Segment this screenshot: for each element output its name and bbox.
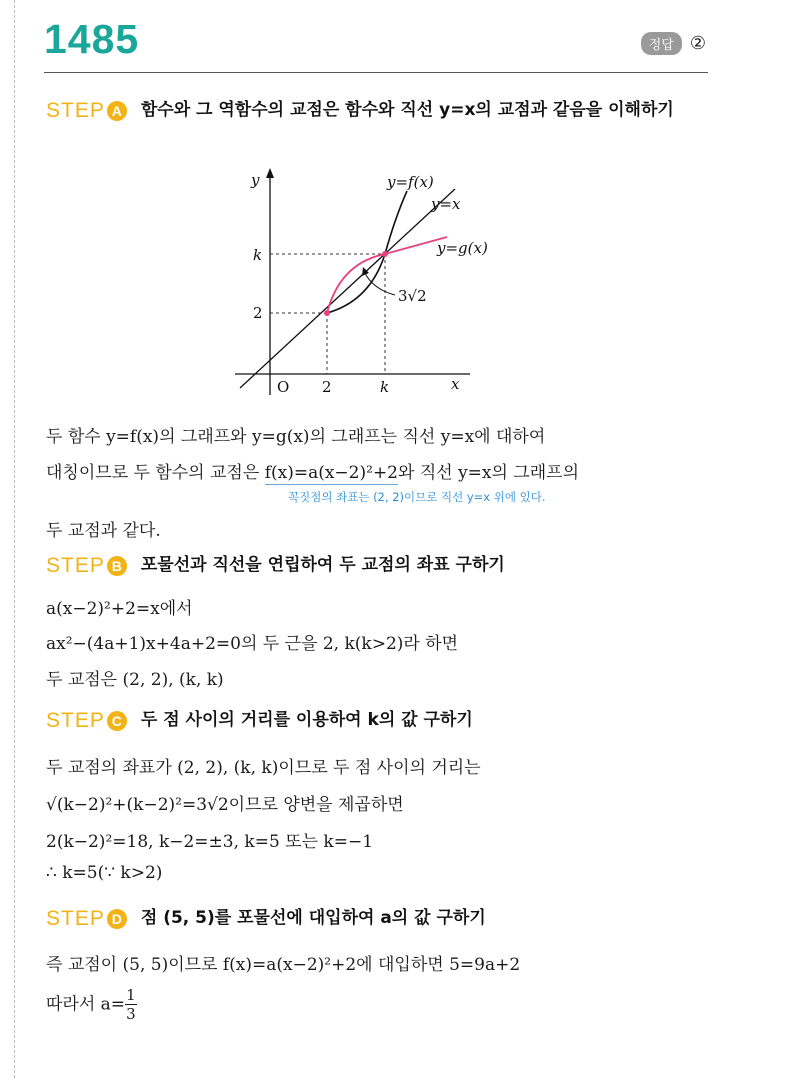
fraction-denominator: 3 <box>126 1005 136 1023</box>
axis-x-label: x <box>451 375 460 393</box>
step-a-line-1: 두 함수 y=f(x)의 그래프와 y=g(x)의 그래프는 직선 y=x에 대하여 <box>46 427 546 447</box>
y-tick-2: 2 <box>253 304 263 322</box>
step-letter-d: D <box>107 909 127 929</box>
step-a-line-2-post: 와 직선 y=x의 그래프의 <box>398 463 580 483</box>
step-label: STEP <box>46 907 105 930</box>
intersection-point-k <box>382 251 388 257</box>
step-c-line-1: 두 교점의 좌표가 (2, 2), (k, k)이므로 두 점 사이의 거리는 <box>46 758 481 778</box>
distance-label: 3√2 <box>398 287 427 305</box>
y-tick-k: k <box>253 246 263 264</box>
step-b-line-1: a(x−2)²+2=x에서 <box>46 599 193 619</box>
step-a-heading <box>46 99 681 126</box>
step-d-line-2-pre: 따라서 a= <box>46 994 126 1015</box>
step-letter-c: C <box>107 711 127 731</box>
step-b-title: 포물선과 직선을 연립하여 두 교점의 좌표 구하기 <box>140 555 505 575</box>
step-c-line-3: 2(k−2)²=18, k−2=±3, k=5 또는 k=−1 <box>46 832 374 852</box>
step-c-heading <box>46 709 473 736</box>
step-a-line-2 <box>46 458 579 483</box>
answer-value: ② <box>689 33 706 54</box>
answer-badge: 정답 <box>641 32 682 55</box>
step-b-line-2: ax²−(4a+1)x+4a+2=0의 두 근을 2, k(k>2)라 하면 <box>46 634 459 654</box>
y-axis-arrow <box>266 168 274 178</box>
step-c-line-2: √(k−2)²+(k−2)²=3√2이므로 양변을 제곱하면 <box>46 795 404 815</box>
header-rule <box>44 72 708 73</box>
label-g: y=g(x) <box>437 239 488 257</box>
answer-box <box>641 32 706 55</box>
step-letter-a: A <box>107 101 127 121</box>
origin-label: O <box>277 378 290 396</box>
step-b-heading <box>46 554 505 581</box>
intersection-point-2 <box>324 310 330 316</box>
step-d-line-1: 즉 교점이 (5, 5)이므로 f(x)=a(x−2)²+2에 대입하면 5=9a+2 <box>46 955 521 975</box>
problem-number: 1485 <box>44 16 140 62</box>
step-c-line-4: ∴ k=5(∵ k>2) <box>46 863 163 883</box>
x-tick-k: k <box>380 378 390 396</box>
step-a-line-3: 두 교점과 같다. <box>46 521 161 541</box>
step-a-line-2-pre: 대칭이므로 두 함수의 교점은 <box>46 463 265 483</box>
function-graph <box>225 163 515 398</box>
step-label: STEP <box>46 99 105 122</box>
x-tick-2: 2 <box>322 378 332 396</box>
fraction-numerator: 1 <box>126 986 136 1004</box>
label-f: y=f(x) <box>387 173 434 191</box>
step-letter-b: B <box>107 556 127 576</box>
label-line: y=x <box>431 195 461 213</box>
vertex-note: 꼭짓점의 좌표는 (2, 2)이므로 직선 y=x 위에 있다. <box>288 490 546 504</box>
step-b-line-3: 두 교점은 (2, 2), (k, k) <box>46 670 224 690</box>
parabola-equation: f(x)=a(x−2)²+2 <box>264 463 398 483</box>
step-c-title: 두 점 사이의 거리를 이용하여 k의 값 구하기 <box>140 710 473 730</box>
step-d-line-2 <box>46 988 137 1022</box>
step-d-title: 점 (5, 5)를 포물선에 대입하여 a의 값 구하기 <box>140 908 486 928</box>
axis-y-label: y <box>251 171 260 189</box>
step-a-title: 함수와 그 역함수의 교점은 함수와 직선 y=x의 교점과 같음을 이해하기 <box>140 100 674 120</box>
step-d-heading <box>46 907 486 934</box>
margin-dotted-line <box>14 0 15 1078</box>
step-label: STEP <box>46 709 105 732</box>
step-label: STEP <box>46 554 105 577</box>
fraction-a <box>125 988 137 1022</box>
